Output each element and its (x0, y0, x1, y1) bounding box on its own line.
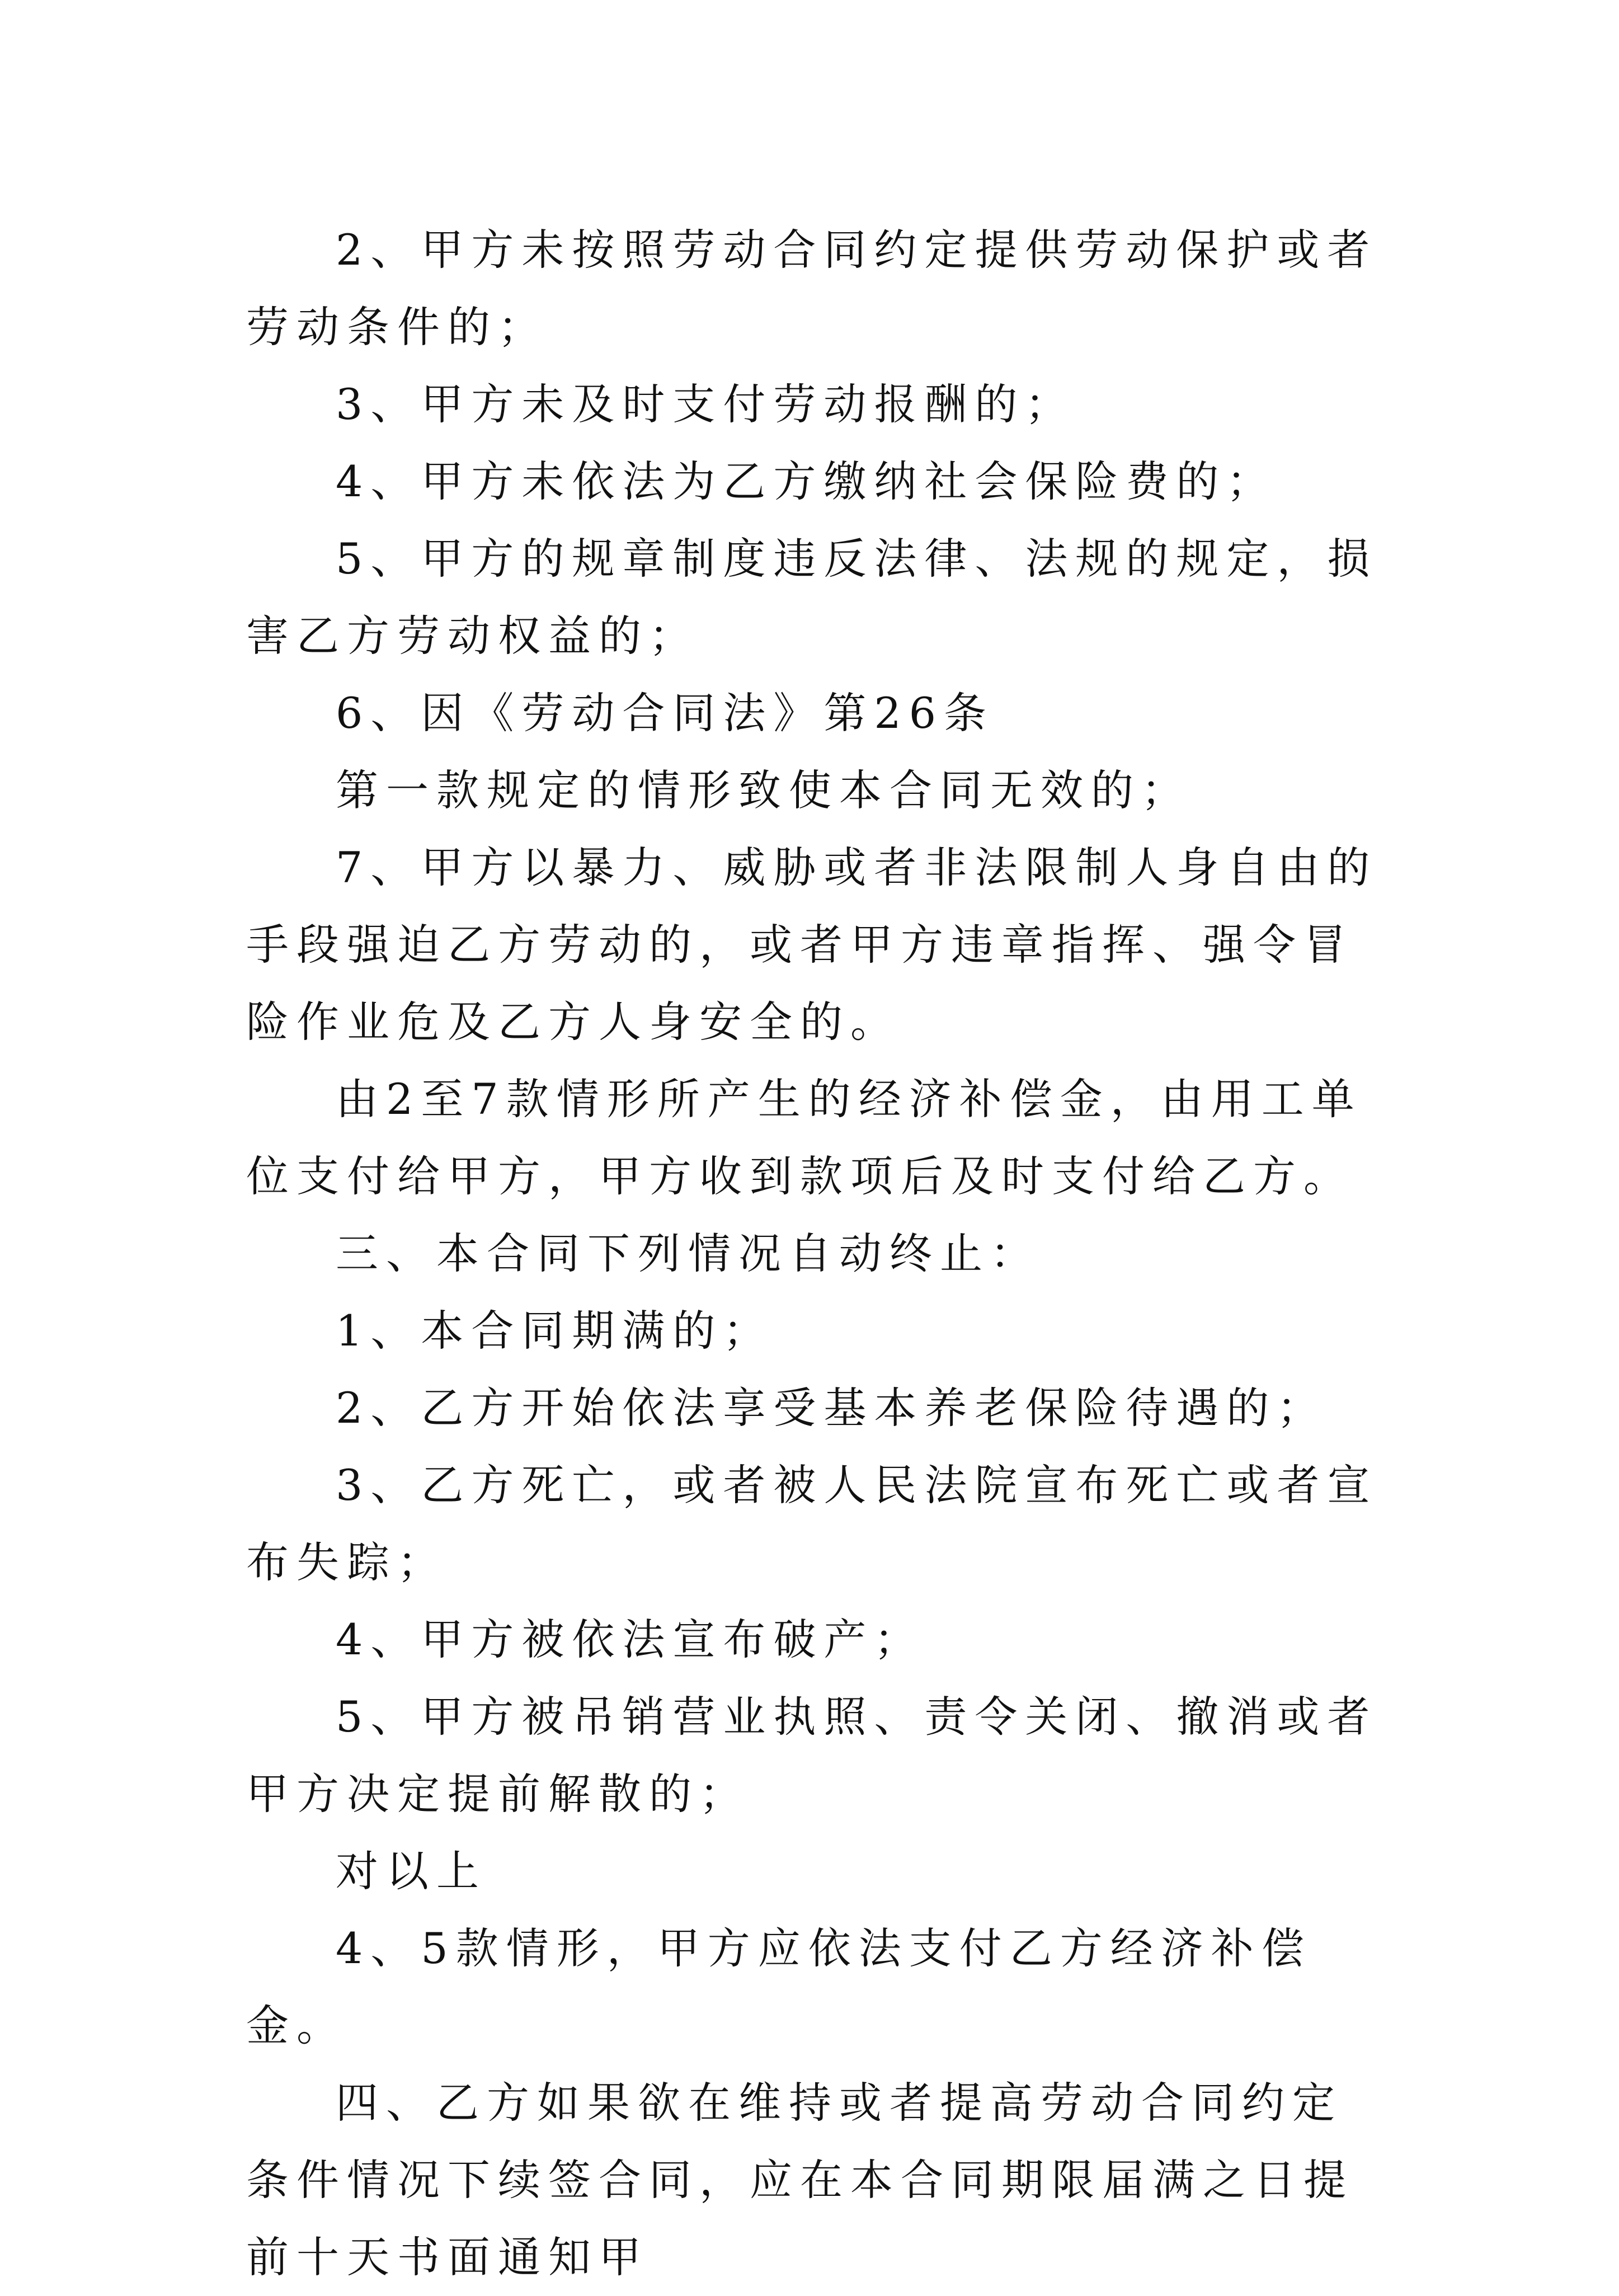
paragraph-clause-5-regulations: 5、甲方的规章制度违反法律、法规的规定，损害乙方劳动权益的； (246, 534, 1378, 661)
section-heading-termination: 三、本合同下列情况自动终止： (336, 1229, 1041, 1278)
paragraph-compensation-clauses-4-5: 4、5款情形，甲方应依法支付乙方经济补偿金。 (246, 1923, 1312, 2050)
paragraph-termination-1: 1、本合同期满的； (336, 1306, 774, 1356)
paragraph-clause-7-violence: 7、甲方以暴力、威胁或者非法限制人身自由的手段强迫乙方劳动的，或者甲方违章指挥、强令冒险作业危及乙方人身安全的。 (246, 843, 1378, 1047)
paragraph-regarding-above: 对以上 (336, 1846, 487, 1896)
paragraph-termination-5: 5、甲方被吊销营业执照、责令关闭、撤消或者甲方决定提前解散的； (246, 1692, 1378, 1819)
paragraph-clause-6-continued: 第一款规定的情形致使本合同无效的； (336, 765, 1192, 815)
paragraph-termination-4: 4、甲方被依法宣布破产； (336, 1615, 925, 1664)
document-body (246, 211, 1387, 2296)
paragraph-clause-4-social-insurance: 4、甲方未依法为乙方缴纳社会保险费的； (336, 457, 1277, 506)
section-heading-renewal: 四、乙方如果欲在维持或者提高劳动合同约定条件情况下续签合同，应在本合同期限届满之日提前十天书面通知甲 (246, 2078, 1354, 2282)
paragraph-termination-2: 2、乙方开始依法享受基本养老保险待遇的； (336, 1383, 1328, 1433)
paragraph-clause-6-article-26: 6、因《劳动合同法》第26条 (336, 688, 995, 738)
paragraph-clause-3-remuneration: 3、甲方未及时支付劳动报酬的； (336, 379, 1076, 429)
paragraph-compensation-payment: 由2至7款情形所产生的经济补偿金，由用工单位支付给甲方，甲方收到款项后及时支付给乙方。 (246, 1074, 1362, 1201)
paragraph-termination-3: 3、乙方死亡，或者被人民法院宣布死亡或者宣布失踪； (246, 1460, 1378, 1587)
paragraph-clause-2-protection: 2、甲方未按照劳动合同约定提供劳动保护或者劳动条件的； (246, 225, 1378, 352)
